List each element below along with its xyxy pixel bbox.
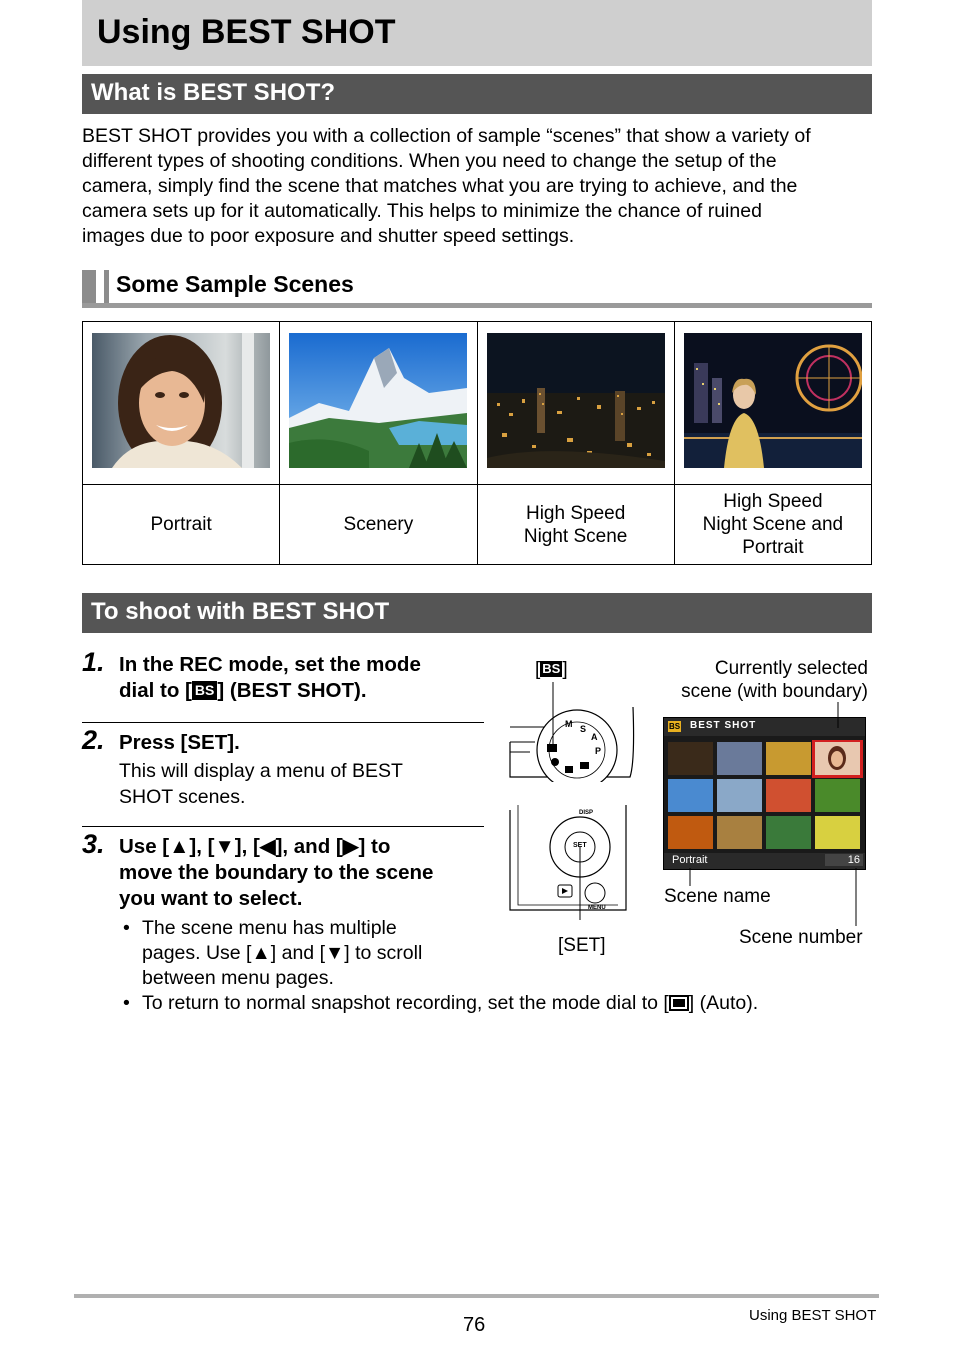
scene-cell <box>83 322 280 485</box>
scene-name-label: Scene name <box>664 886 771 907</box>
set-button-illustration <box>508 805 633 920</box>
scene-number-label: Scene number <box>739 927 863 948</box>
scene-thumbnail-grid <box>666 740 864 852</box>
intro-line: camera, simply find the scene that matches what you are trying to achieve, and the <box>82 175 798 197</box>
menu-button-text: MENU <box>588 905 606 911</box>
bs-mode-icon: BS <box>669 722 681 731</box>
scene-caption: Scenery <box>280 485 477 565</box>
step-3-bullet-2: • To return to normal snapshot recording, set the mode dial to [ ] (Auto). <box>123 992 759 1014</box>
page-title: Using BEST SHOT <box>97 13 396 51</box>
night-scene-photo <box>487 333 665 468</box>
page-title-bar <box>82 0 872 66</box>
bs-dial-label: [ BS ] <box>535 659 568 680</box>
svg-text:A: A <box>591 732 598 742</box>
subsection-heading <box>82 268 872 308</box>
step-number: 2. <box>82 725 105 755</box>
step-number: 1. <box>82 647 105 677</box>
best-shot-menu-screen <box>663 717 866 870</box>
step-3-text: Use [▲], [▼], [◀], and [▶] to move the boundary to the scene you want to select. <box>119 835 434 910</box>
portrait-photo <box>92 333 270 468</box>
intro-line: images due to poor exposure and shutter speed settings. <box>82 225 575 247</box>
step-divider <box>82 826 484 827</box>
footer-title: Using BEST SHOT <box>749 1307 877 1324</box>
step-divider <box>82 722 484 723</box>
scene-cell <box>280 322 477 485</box>
scene-caption: High Speed Night Scene and Portrait <box>674 485 871 565</box>
menu-scene-number: 16 <box>825 854 863 866</box>
subsection-heading-text: Some Sample Scenes <box>116 271 354 297</box>
page-number: 76 <box>463 1314 486 1336</box>
scene-caption: High Speed Night Scene <box>477 485 674 565</box>
mode-dial-illustration <box>505 682 640 782</box>
menu-scene-name: Portrait <box>672 854 708 866</box>
sample-scenes-table <box>82 321 872 565</box>
svg-text:S: S <box>580 724 587 734</box>
step-number: 3. <box>82 829 105 859</box>
section-heading-text: To shoot with BEST SHOT <box>91 598 390 625</box>
step-2-body: This will display a menu of BEST SHOT scenes. <box>119 760 403 808</box>
section-heading-to-shoot <box>82 593 872 633</box>
set-button-text: SET <box>573 842 587 849</box>
bs-mode-icon: BS <box>192 681 217 700</box>
scene-caption: Portrait <box>83 485 280 565</box>
current-scene-label: Currently selected scene (with boundary) <box>681 658 868 702</box>
menu-header-title: BEST SHOT <box>690 720 757 731</box>
section-heading-what-is <box>82 74 872 114</box>
step-2-title: Press [SET]. <box>119 731 240 754</box>
footer-rule <box>74 1294 879 1298</box>
intro-line: BEST SHOT provides you with a collection of sample “scenes” that show a variety of <box>82 125 811 147</box>
step-1-text: In the REC mode, set the mode dial to [ BS ] (BEST SHOT). <box>119 653 421 702</box>
scene-cell <box>674 322 871 485</box>
step-3-bullet-1: • The scene menu has multiple pages. Use [▲] and [▼] to scroll between menu pages. <box>123 917 423 989</box>
svg-text:P: P <box>595 746 602 756</box>
auto-mode-icon <box>669 995 689 1011</box>
intro-line: different types of shooting conditions. When you need to change the setup of the <box>82 150 777 172</box>
section-heading-text: What is BEST SHOT? <box>91 79 336 106</box>
scenery-photo <box>289 333 467 468</box>
scene-cell <box>477 322 674 485</box>
bs-mode-icon: BS <box>542 661 561 676</box>
night-portrait-photo <box>684 333 862 468</box>
intro-line: camera sets up for it automatically. This helps to minimize the chance of ruined <box>82 200 762 222</box>
intro-paragraph <box>82 124 872 249</box>
set-label: [SET] <box>558 935 606 956</box>
svg-text:M: M <box>565 719 573 729</box>
disp-button-text: DISP <box>579 810 594 816</box>
